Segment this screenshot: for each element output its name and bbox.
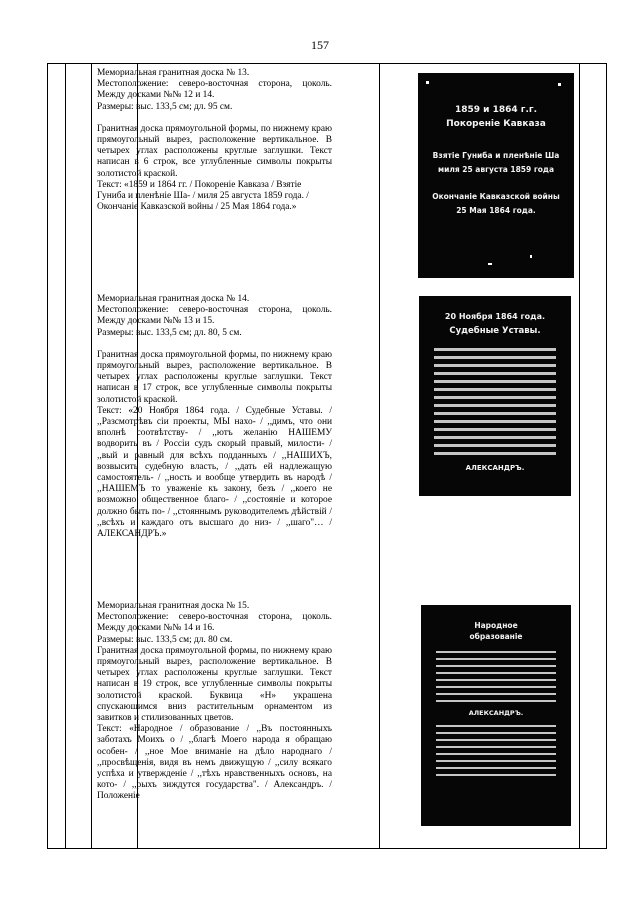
- entry-description: Гранитная доска прямоугольной формы, по нижнему краю прямоугольный вырез, расположение вертикальное. В четырех углах расположены круглые заглушки. Текст написан в 17 строк, все углубленные символы покрыты золотистой краской.: [97, 349, 332, 405]
- plaque-photo-15: [421, 605, 571, 826]
- entry-inscription: Текст: «20 Ноября 1864 года. / Судебные Уставы. / ,,Разсмотрѣвъ сiи проекты, МЫ нахо- / ,,димъ, что они вполнѣ соотвѣтству- / ,,ютъ желанiю НАШЕМУ водворить въ / Россiи судъ скорый правый, милости- / ,,вый и равный для всѣхъ подданныхъ / ,,НАШИХЪ, возвысить судебную власть, / ,,дать ей надлежащую самостоятель- / ,,ность и вообще утвердить въ народѣ / ,,НАШЕМЪ то уваженiе къ закону, безъ / ,,коего не возможно общественное благо- / ,,состоянiе и которое должно быть по- / ,,стояннымъ руководителемъ дѣйствiй / ,,всѣхъ и каждаго отъ высшаго до низ- / ,,шаго"… / АЛЕКСАНДРЪ.»: [97, 405, 332, 540]
- plaque-text-row: [436, 739, 556, 741]
- plaque-text-row: [434, 388, 556, 391]
- plaque-photo-13: [418, 73, 574, 278]
- plaque-text-row: [436, 746, 556, 748]
- entry-title: Мемориальная гранитная доска № 15.: [97, 601, 250, 611]
- entry-title: Мемориальная гранитная доска № 13.: [97, 68, 250, 78]
- plaque-photo-14: [419, 296, 571, 496]
- column-divider: [91, 64, 92, 848]
- plaque-text-row: [436, 686, 556, 688]
- entry-location: Местоположение: северо-восточная сторона, цоколь. Между досками №№ 14 и 16.: [97, 612, 332, 634]
- plaque-line: 20 Ноября 1864 года.: [444, 312, 546, 321]
- entry-location: Местоположение: северо-восточная сторона, цоколь. Между досками №№ 12 и 14.: [97, 79, 332, 101]
- column-divider: [379, 64, 380, 848]
- plaque-text-row: [436, 658, 556, 660]
- plaque-text-row: [434, 348, 556, 351]
- entry-plaque-15: [97, 601, 332, 803]
- speck: [488, 263, 492, 265]
- plaque-line: миля 25 августа 1859 года: [437, 165, 555, 174]
- entry-inscription: Текст: «1859 и 1864 гг. / Покоренiе Кавказа / Взятiе Гуниба и пленѣнiе Ша- / миля 25 августа 1859 года. / Окончанiе Кавказской войны / 25 Мая 1864 года.»: [97, 179, 309, 213]
- plaque-line: Судебные Уставы.: [449, 326, 541, 336]
- plaque-text-row: [436, 760, 556, 762]
- plaque-text-row: [436, 767, 556, 769]
- entry-size: Размеры: выс. 133,5 см; дл. 80, 5 см.: [97, 327, 242, 338]
- plaque-line: 1859 и 1864 г.г.: [454, 105, 538, 115]
- entry-inscription: Текст: «Народное / образование / ,,Въ постоянныхъ заботахъ Моихъ о / ,,благѣ Моего народа я обращаю особен- / ,,ное Мое вниманiе на дѣло народнаго / ,,просвѣщенiя, видя въ немъ движущую / ,,силу всякаго успѣха и утвержденiе / ,,тѣхъ нравственныхъ основъ, на кото- / ,,рыхъ зиждутся государства". / Александръ. / Положенiе: [97, 724, 332, 802]
- column-divider: [65, 64, 66, 848]
- plaque-text-row: [436, 725, 556, 727]
- plaque-line: 25 Мая 1864 года.: [456, 206, 536, 215]
- plaque-line: Взятiе Гуниба и пленѣнiе Ша: [432, 151, 560, 160]
- column-divider: [579, 64, 580, 848]
- entry-plaque-14: [97, 294, 332, 540]
- speck: [558, 83, 561, 86]
- plaque-text-row: [436, 732, 556, 734]
- page-number: 157: [311, 38, 329, 52]
- plaque-text-row: [436, 672, 556, 674]
- plaque-text-row: [434, 452, 556, 455]
- entry-size: Размеры: выс. 133,5 см; дл. 95 см.: [97, 101, 233, 112]
- plaque-text-row: [434, 364, 556, 367]
- plaque-line: Народное: [474, 621, 518, 630]
- plaque-text-row: [434, 404, 556, 407]
- plaque-text-row: [436, 774, 556, 776]
- entry-description: Гранитная доска прямоугольной формы, по нижнему краю прямоугольный вырез, расположение вертикальное. В четырех углах расположены круглые заглушки. Текст написан в 19 строк, все углубленные символы покрыты золотистой краской. Буквица «Н» украшена спускающимся вниз растительным орнаментом из завитков и стилизованных цветов.: [97, 645, 332, 724]
- plaque-text-row: [436, 753, 556, 755]
- plaque-text-row: [436, 665, 556, 667]
- plaque-text-row: [436, 693, 556, 695]
- plaque-text-row: [434, 436, 556, 439]
- entry-plaque-13: [97, 68, 332, 213]
- plaque-text-row: [434, 372, 556, 375]
- plaque-text-row: [436, 679, 556, 681]
- plaque-text-row: [434, 420, 556, 423]
- plaque-text-row: [434, 396, 556, 399]
- plaque-line: Покоренiе Кавказа: [446, 119, 546, 129]
- entry-description: Гранитная доска прямоугольной формы, по нижнему краю прямоугольный вырез, расположение вертикальное. В четырех углах расположены круглые заглушки. Текст написан в 6 строк, все углубленные символы покрыты золотистой краской.: [97, 123, 332, 179]
- plaque-text-row: [434, 412, 556, 415]
- plaque-text-row: [434, 428, 556, 431]
- entry-size: Размеры: выс. 133,5 см; дл. 80 см.: [97, 634, 233, 645]
- plaque-line: АЛЕКСАНДРЪ.: [465, 464, 525, 472]
- plaque-text-row: [434, 356, 556, 359]
- plaque-text-row: [434, 380, 556, 383]
- speck: [530, 255, 532, 258]
- plaque-text-row: [436, 700, 556, 702]
- plaque-text-row: [434, 444, 556, 447]
- entry-location: Местоположение: северо-восточная сторона, цоколь. Между досками №№ 13 и 15.: [97, 305, 332, 327]
- plaque-line: Окончанiе Кавказской войны: [432, 192, 560, 201]
- plaque-line: образованiе: [469, 632, 523, 641]
- plaque-line: АЛЕКСАНДРЪ.: [468, 709, 524, 717]
- entry-title: Мемориальная гранитная доска № 14.: [97, 294, 250, 304]
- plaque-text-row: [436, 651, 556, 653]
- speck: [426, 81, 429, 84]
